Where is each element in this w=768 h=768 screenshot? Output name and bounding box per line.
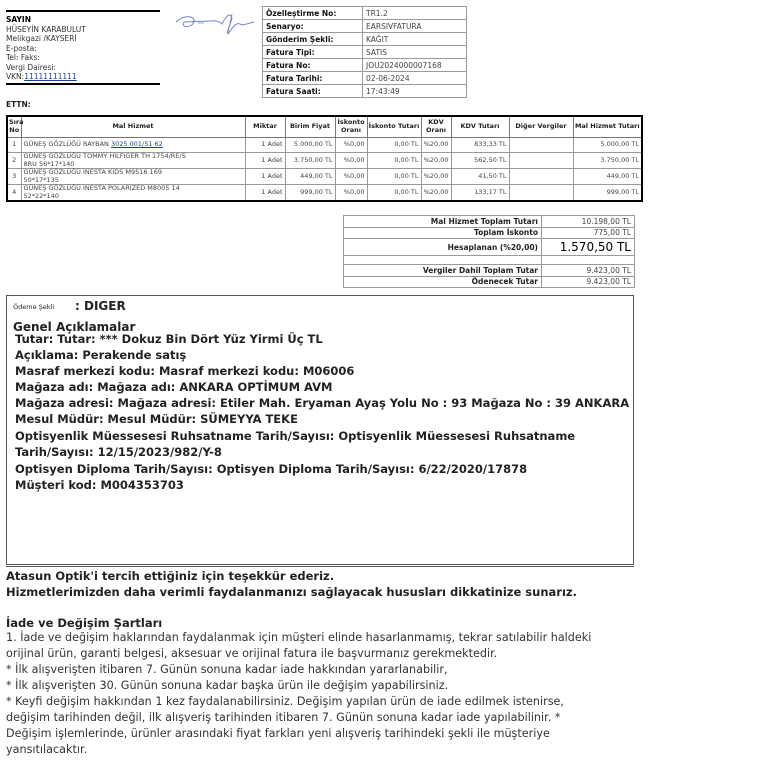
invoice-info-label: Fatura Tipi: bbox=[263, 46, 363, 59]
items-column-header: KDV Tutarı bbox=[451, 116, 509, 137]
invoice-info-label: Senaryo: bbox=[263, 20, 363, 33]
items-table bbox=[6, 115, 643, 202]
return-policy-body bbox=[6, 630, 634, 758]
invoice-info-value: SATIS bbox=[363, 46, 467, 59]
item-total: 449,00 TL bbox=[573, 169, 642, 185]
incl-total-value: 9.423,00 TL bbox=[542, 265, 635, 277]
items-column-header: Sıra No bbox=[7, 116, 21, 137]
item-no: 2 bbox=[7, 153, 21, 169]
payment-method-label: Ödeme Şekli bbox=[13, 303, 55, 311]
general-note-line: Tarih/Sayısı: 12/15/2023/982/Y-8 bbox=[15, 445, 222, 459]
invoice-info-row bbox=[263, 20, 467, 33]
item-discount-rate: %0,00 bbox=[335, 169, 367, 185]
item-other-taxes bbox=[509, 185, 573, 202]
return-policy-line: yansıtılacaktır. bbox=[6, 743, 88, 756]
items-column-header: Birim Fiyat bbox=[285, 116, 335, 137]
return-policy-title: İade ve Değişim Şartları bbox=[6, 616, 163, 630]
item-vat-amount: 133,17 TL bbox=[451, 185, 509, 202]
item-desc-detail: 8RU 56*17*140 bbox=[23, 159, 75, 168]
general-note-line: Mesul Müdür: Mesul Müdür: SÜMEYYA TEKE bbox=[15, 412, 298, 426]
invoice-info-row bbox=[263, 85, 467, 98]
invoice-info-label: Gönderim Şekli: bbox=[263, 33, 363, 46]
buyer-tax-office-label: Vergi Dairesi: bbox=[6, 62, 56, 72]
buyer-email-label: E-posta: bbox=[6, 43, 37, 53]
item-other-taxes bbox=[509, 137, 573, 153]
vkn-label: VKN: bbox=[6, 72, 25, 81]
buyer-vkn bbox=[6, 72, 160, 82]
item-discount-amount: 0,00 TL bbox=[367, 169, 421, 185]
table-row bbox=[7, 137, 642, 153]
general-note-line: Müşteri kod: M004353703 bbox=[15, 478, 184, 492]
ettn-label: ETTN: bbox=[6, 100, 31, 109]
item-desc-detail: 50*17*135 bbox=[23, 175, 59, 184]
item-total: 5.000,00 TL bbox=[573, 137, 642, 153]
general-note-line: Açıklama: Perakende satış bbox=[15, 348, 187, 362]
totals-row bbox=[344, 265, 635, 277]
item-description bbox=[21, 185, 245, 202]
item-vat-amount: 41,50 TL bbox=[451, 169, 509, 185]
item-total: 3.750,00 TL bbox=[573, 153, 642, 169]
return-policy-line: * İlk alışverişten 30. Günün sonuna kadar başka ürün ile değişim yapabilirsiniz. bbox=[6, 679, 449, 692]
item-vat-amount: 562,50 TL bbox=[451, 153, 509, 169]
item-desc-text: GÜNEŞ GÖZLÜĞÜ INESTA POLARIZED M8005 14 bbox=[23, 184, 180, 192]
item-other-taxes bbox=[509, 153, 573, 169]
item-no: 4 bbox=[7, 185, 21, 202]
notes-box bbox=[6, 295, 634, 565]
item-desc-link[interactable]: 3025 001/51 62 bbox=[111, 140, 163, 148]
buyer-block bbox=[6, 10, 160, 85]
payable-value: 9.423,00 TL bbox=[542, 276, 635, 288]
item-qty: 1 Adet bbox=[245, 169, 285, 185]
item-vat-rate: %20,00 bbox=[421, 153, 451, 169]
items-column-header: Miktar bbox=[245, 116, 285, 137]
invoice-info-value: JOU2024000007168 bbox=[363, 59, 467, 72]
invoice-info-label: Fatura No: bbox=[263, 59, 363, 72]
general-note-line: Tutar: Tutar: *** Dokuz Bin Dört Yüz Yirmi Üç TL bbox=[15, 332, 323, 346]
discount-value: 775,00 TL bbox=[542, 227, 635, 239]
items-column-header: Mal Hizmet bbox=[21, 116, 245, 137]
item-vat-rate: %20,00 bbox=[421, 185, 451, 202]
return-policy-line: orijinal ürün, garanti belgesi, aksesuar ve orijinal fatura ile başvurmanız gerekmektedir. bbox=[6, 647, 498, 660]
buyer-name: HÜSEYİN KARABULUT bbox=[6, 24, 86, 34]
signature-image bbox=[170, 8, 260, 38]
footer-divider bbox=[6, 566, 634, 567]
item-total: 999,00 TL bbox=[573, 185, 642, 202]
totals-row bbox=[344, 227, 635, 239]
item-qty: 1 Adet bbox=[245, 137, 285, 153]
thanks-line-2: Hizmetlerimizden daha verimli faydalanmanızı sağlayacak hususları dikkatinize sunarız. bbox=[6, 585, 577, 599]
item-description bbox=[21, 169, 245, 185]
buyer-bottom-rule bbox=[6, 83, 160, 85]
invoice-info-row bbox=[263, 59, 467, 72]
item-desc-text: GÜNEŞ GÖZLÜĞÜ RAYBAN bbox=[23, 140, 109, 148]
item-desc-text: GÜNEŞ GÖZLÜĞÜ INESTA KIDS M9516 169 bbox=[23, 168, 162, 176]
return-policy-line: 1. İade ve değişim haklarından faydalanmak için müşteri elinde hasarlanmamış, tekrar satılabilir haldeki bbox=[6, 631, 592, 644]
totals-row bbox=[344, 216, 635, 228]
discount-label: Toplam İskonto bbox=[344, 227, 542, 239]
vat-label: Hesaplanan (%20,00) bbox=[344, 239, 542, 256]
buyer-address: Melikgazi /KAYSERİ bbox=[6, 34, 77, 43]
vkn-value[interactable]: 11111111111 bbox=[24, 72, 77, 81]
item-vat-amount: 833,33 TL bbox=[451, 137, 509, 153]
invoice-info-row bbox=[263, 46, 467, 59]
item-vat-rate: %20,00 bbox=[421, 137, 451, 153]
table-row bbox=[7, 185, 642, 202]
item-unit-price: 3.750,00 TL bbox=[285, 153, 335, 169]
item-discount-amount: 0,00 TL bbox=[367, 185, 421, 202]
item-vat-rate: %20,00 bbox=[421, 169, 451, 185]
item-description bbox=[21, 137, 245, 153]
general-note-line: Mağaza adresi: Mağaza adresi: Etiler Mah. Eryaman Ayaş Yolu No : 93 Mağaza No : 39 ANKARA bbox=[15, 396, 630, 410]
invoice-info-label: Fatura Saati: bbox=[263, 85, 363, 98]
incl-total-label: Vergiler Dahil Toplam Tutar bbox=[344, 265, 542, 277]
buyer-top-rule bbox=[6, 10, 160, 12]
invoice-info-row bbox=[263, 7, 467, 20]
item-qty: 1 Adet bbox=[245, 185, 285, 202]
general-notes-title: Genel Açıklamalar bbox=[13, 320, 136, 334]
item-unit-price: 5.000,00 TL bbox=[285, 137, 335, 153]
item-other-taxes bbox=[509, 169, 573, 185]
table-row bbox=[7, 169, 642, 185]
thanks-line-1: Atasun Optik'i tercih ettiğiniz için teşekkür ederiz. bbox=[6, 569, 335, 583]
items-column-header: İskonto Tutarı bbox=[367, 116, 421, 137]
general-note-line: Optisyen Diploma Tarih/Sayısı: Optisyen Diploma Tarih/Sayısı: 6/22/2020/17878 bbox=[15, 462, 528, 476]
buyer-title: SAYIN bbox=[6, 15, 31, 24]
item-no: 1 bbox=[7, 137, 21, 153]
invoice-info-table bbox=[262, 6, 467, 98]
item-discount-rate: %0,00 bbox=[335, 137, 367, 153]
item-no: 3 bbox=[7, 169, 21, 185]
item-discount-rate: %0,00 bbox=[335, 185, 367, 202]
payment-method-value: : DIGER bbox=[75, 299, 126, 313]
invoice-info-row bbox=[263, 72, 467, 85]
return-policy-line: * Keyfi değişim hakkından 1 kez faydalanabilirsiniz. Değişim yapılan ürün de iade edilmek istenirse, bbox=[6, 695, 564, 708]
invoice-info-value: TR1.2 bbox=[363, 7, 467, 20]
invoice-info-value: 02-06-2024 bbox=[363, 72, 467, 85]
items-header-row bbox=[7, 116, 642, 137]
footer-block bbox=[6, 568, 634, 758]
totals-table bbox=[343, 215, 635, 288]
invoice-info-label: Fatura Tarihi: bbox=[263, 72, 363, 85]
invoice-info-label: Özelleştirme No: bbox=[263, 7, 363, 20]
item-discount-rate: %0,00 bbox=[335, 153, 367, 169]
payable-label: Ödenecek Tutar bbox=[344, 276, 542, 288]
goods-total-label: Mal Hizmet Toplam Tutarı bbox=[344, 216, 542, 228]
return-policy-line: Değişim işlemlerinde, ürünler arasındaki fiyat farkları yeni alışveriş tarihindeki şekli ile müşteriye bbox=[6, 727, 550, 740]
invoice-info-value: KAĞIT bbox=[363, 33, 467, 46]
item-unit-price: 449,00 TL bbox=[285, 169, 335, 185]
item-unit-price: 999,00 TL bbox=[285, 185, 335, 202]
table-row bbox=[7, 153, 642, 169]
buyer-phone-label: Tel: Faks: bbox=[6, 53, 40, 62]
item-desc-text: GÜNEŞ GÖZLÜĞÜ TOMMY HILFIGER TH 1754/RE/S bbox=[23, 152, 186, 160]
items-column-header: İskonto Oranı bbox=[335, 116, 367, 137]
general-note-line: Optisyenlik Müessesesi Ruhsatname Tarih/Sayısı: Optisyenlik Müessesesi Ruhsatname bbox=[15, 429, 576, 443]
item-discount-amount: 0,00 TL bbox=[367, 137, 421, 153]
general-note-line: Masraf merkezi kodu: Masraf merkezi kodu: M06006 bbox=[15, 364, 355, 378]
item-description bbox=[21, 153, 245, 169]
general-note-line: Mağaza adı: Mağaza adı: ANKARA OPTİMUM AVM bbox=[15, 380, 333, 394]
item-desc-detail: 52*22*140 bbox=[23, 191, 59, 200]
totals-row bbox=[344, 239, 635, 256]
items-column-header: Mal Hizmet Tutarı bbox=[573, 116, 642, 137]
return-policy-line: değişim tarihinden değil, ilk alışveriş tarihinden itibaren 7. Günün sonuna kadar iade yapılabilinir. * bbox=[6, 711, 561, 724]
items-column-header: KDV Oranı bbox=[421, 116, 451, 137]
invoice-info-value: 17:43:49 bbox=[363, 85, 467, 98]
items-column-header: Diğer Vergiler bbox=[509, 116, 573, 137]
goods-total-value: 10.198,00 TL bbox=[542, 216, 635, 228]
item-discount-amount: 0,00 TL bbox=[367, 153, 421, 169]
return-policy-line: * İlk alışverişten itibaren 7. Günün sonuna kadar iade hakkından yararlanabilir, bbox=[6, 663, 448, 676]
invoice-info-row bbox=[263, 33, 467, 46]
totals-row bbox=[344, 276, 635, 288]
vat-value: 1.570,50 TL bbox=[542, 239, 635, 256]
item-qty: 1 Adet bbox=[245, 153, 285, 169]
invoice-info-value: EARSIVFATURA bbox=[363, 20, 467, 33]
totals-spacer-row bbox=[344, 256, 635, 265]
